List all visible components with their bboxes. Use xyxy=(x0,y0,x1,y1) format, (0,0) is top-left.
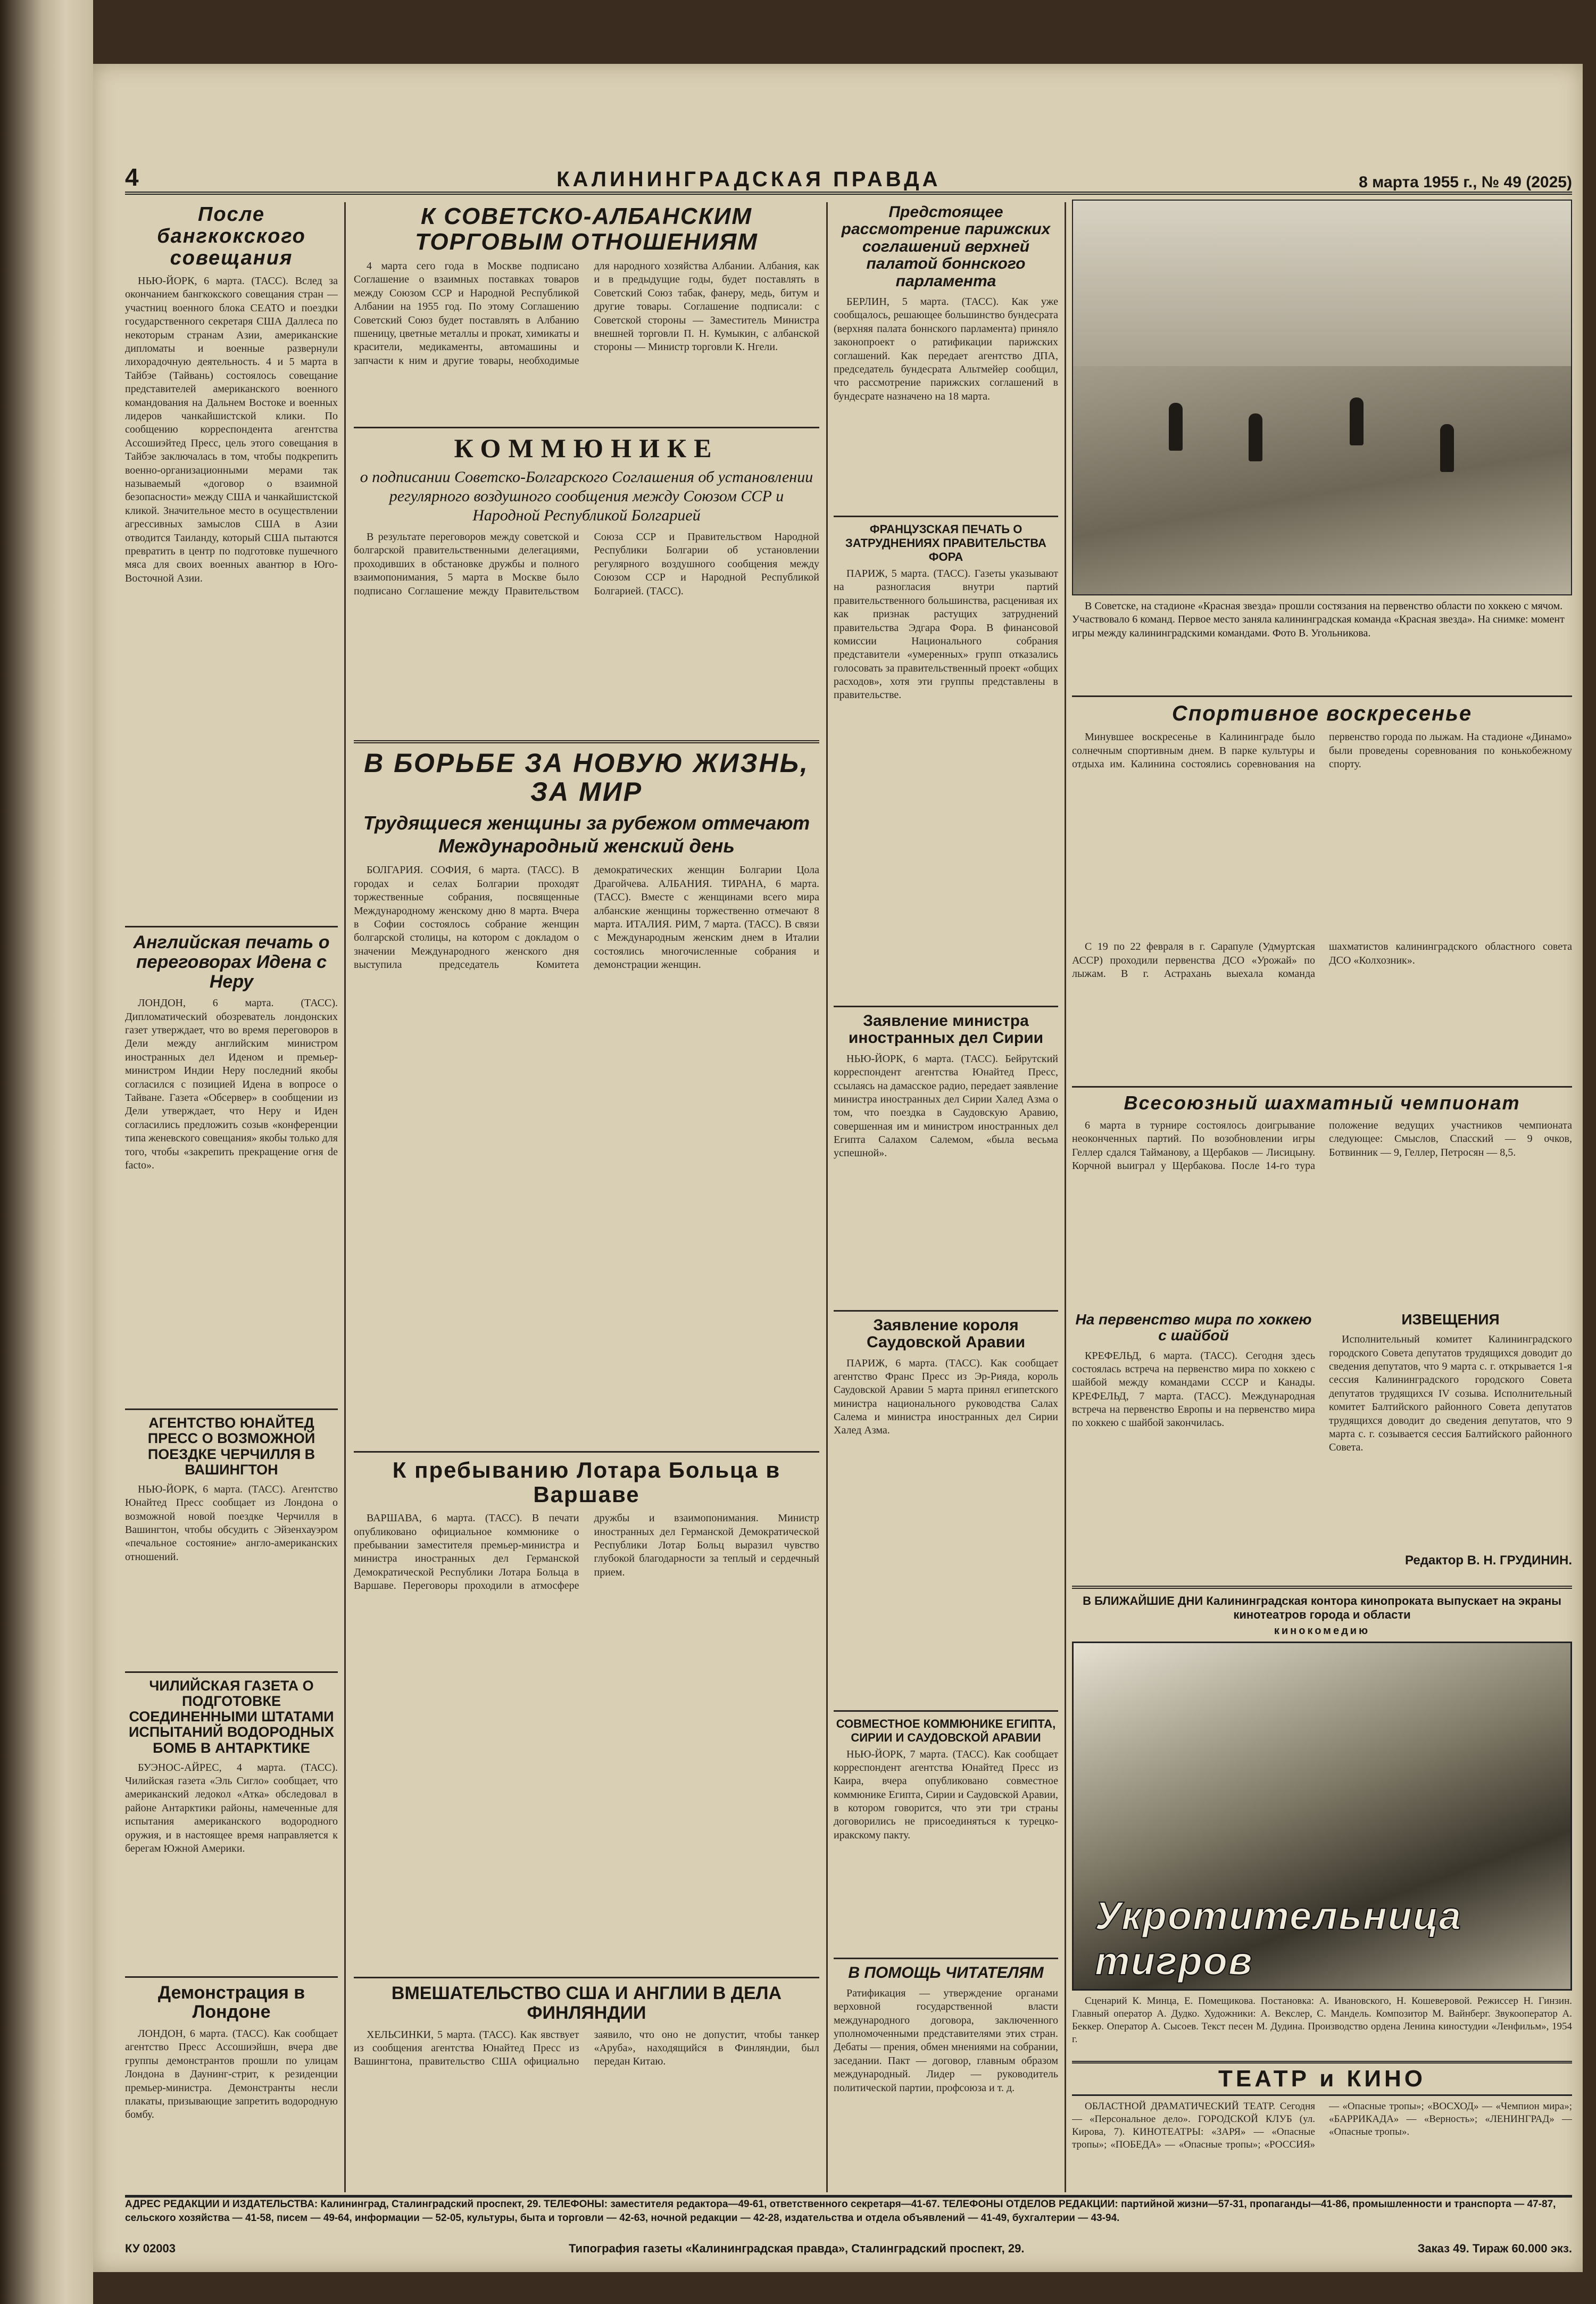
article-body: Ратификация — утверждение органами верховной государственной власти международного договора, заключенного уполномоченными представителями этих стран. Дебаты — прения, обмен мнениями на собрании, заседании. Пакт — договор, главным образом международный. Лидер — руководитель политической партии, профсоюза и т. д. xyxy=(834,1987,1058,2094)
notices-body: Исполнительный комитет Калининградского городского Совета депутатов трудящихся доводит до сведения депутатов, что 9 марта с. г. открывается 1-я сессия Калининградского городского Совета депутатов трудящихся IV созыва. Исполнительный комитет Балтийского районного Совета депутатов трудящихся доводит до сведения депутатов, что 9 марта с. г. созывается сессия Балтийского районного Совета. xyxy=(1329,1333,1572,1454)
sport-notes: С 19 по 22 февраля в г. Сарапуле (Удмуртская АССР) проходили первенства ДСО «Урожай» по лыжам. В г. Астрахань выехала команда шахматистов калининградского областного совета ДСО «Колхозник». xyxy=(1072,941,1572,980)
divider xyxy=(834,516,1058,517)
sport-title: Спортивное воскресенье xyxy=(1171,702,1473,725)
divider xyxy=(354,1977,819,1978)
article-body: БУЭНОС-АЙРЕС, 4 марта. (ТАСС). Чилийская газета «Эль Сигло» сообщает, что американский ледокол «Атка» обследовал в районе Антарктики районы, намеченные для испытания американского водородного оружия, и в настоящее время направляется к берегам Южной Америки. xyxy=(125,1761,338,1854)
article-chile xyxy=(125,1678,338,1969)
article-london-demo xyxy=(125,1983,338,2190)
divider xyxy=(834,1958,1058,1959)
article-churchill xyxy=(125,1415,338,1664)
newspaper-name: КАЛИНИНГРАДСКАЯ ПРАВДА xyxy=(556,168,941,191)
hockey-body: КРЕФЕЛЬД, 6 марта. (ТАСС). Сегодня здесь состоялась встреча на первенство мира по хоккею с шайбой между командами СССР и Канады. КРЕФЕЛЬД, 7 марта. (ТАСС). Международная встреча на первенство Европы и на первенство мира по хоккею с шайбой закончилась. xyxy=(1072,1349,1315,1429)
article-title: После бангкокского совещания xyxy=(157,203,306,270)
divider xyxy=(125,926,338,927)
player-figure xyxy=(1350,397,1364,445)
column-center xyxy=(354,200,819,2190)
article-eden-nehru xyxy=(125,933,338,1401)
article-body: ЛОНДОН, 6 марта. (ТАСС). Дипломатический обозреватель лондонских газет утверждает, что во время переговоров в Дели между английским министром иностранных дел Иденом и премьер-министром Индии Неру последний якобы согласился с позицией Идена в вопросе о Тайване. Газета «Обсервер» в сообщении из Дели утверждает, что Неру и Иден согласились предложить созыв «конференции типа женевского совещания» якобы только для того, чтобы «закрепить прекращение огня de facto». xyxy=(125,997,338,1171)
divider xyxy=(834,1710,1058,1712)
footer xyxy=(125,2195,1572,2257)
article-body: ХЕЛЬСИНКИ, 5 марта. (ТАСС). Как явствует из сообщения агентства Юнайтед Пресс из Вашингтона, правительство США официально заявило, что оно не допустит, чтобы танкер «Аруба», находящийся в Финляндии, был передан Китаю. xyxy=(354,2028,819,2068)
film-poster xyxy=(1072,1642,1572,1991)
article-title: К пребыванию Лотара Больца в Варшаве xyxy=(392,1457,781,1507)
article-body: ПАРИЖ, 5 марта. (ТАСС). Газеты указывают на разногласия внутри партий правительственного большинства, расценивая их как признак растущих затруднений правительства Эдгара Фора. В финансовой комиссии Национального собрания представители «умеренных» групп отказались голосовать за правительственный проект «общих расходов», хотя эти группы представлены в правительстве. xyxy=(834,567,1058,701)
sport-body: Минувшее воскресенье в Калининграде было солнечным спортивным днем. В парке культуры и отдыха им. Калинина состоялись соревнования на первенство города по лыжам. На стадионе «Динамо» были проведены соревнования по конькобежному спорту. xyxy=(1072,731,1572,770)
divider xyxy=(1072,1086,1572,1088)
footer-order: Заказ 49. Тираж 60.000 экз. xyxy=(1417,2242,1572,2256)
article-soviet-albanian xyxy=(354,204,819,419)
article-subtitle: о подписании Советско-Болгарского Соглашения об установлении регулярного воздушного сообщения между Союзом ССР и Народной Республикой Болгарией xyxy=(360,468,813,525)
divider xyxy=(834,1310,1058,1312)
masthead xyxy=(125,154,1572,195)
article-title: ЧИЛИЙСКАЯ ГАЗЕТА О ПОДГОТОВКЕ СОЕДИНЕННЫМИ ШТАТАМИ ИСПЫТАНИЙ ВОДОРОДНЫХ БОМБ В АНТАРКТИКЕ xyxy=(128,1677,335,1756)
article-body: НЬЮ-ЙОРК, 6 марта. (ТАСС). Бейрутский корреспондент агентства Юнайтед Пресс, ссылаясь на дамасское радио, передает заявление министра иностранных дел Сирии Халед Азма о том, что поездка в Саудовскую Аравию, совершенная им и министром иностранных дел Египта Салахом Салемом, «была весьма успешной». xyxy=(834,1052,1058,1159)
notices xyxy=(1329,1307,1572,1580)
column-rule xyxy=(826,202,828,2192)
newspaper-page xyxy=(93,64,1583,2272)
column-rule xyxy=(1065,202,1066,2192)
article-title: ВМЕШАТЕЛЬСТВО США И АНГЛИИ В ДЕЛА ФИНЛЯНДИИ xyxy=(391,1983,782,2023)
article-body: НЬЮ-ЙОРК, 6 марта. (ТАСС). Вслед за окончанием бангкокского совещания стран — участниц военного блока СЕАТО и поездки государственного секретаря США Даллеса по некоторым странам Азии, американские дипломаты и военные развернули лихорадочную деятельность. 4 и 5 марта в Тайбэе (Тайвань) состоялось совещание представителей американского военного командования на Дальнем Востоке и военных лидеров чанкайшистской клики. По сообщению корреспондента агентства Ассошиэйтед Пресс, цель этого совещания в Тайбэе заключалась в том, чтобы подкрепить военно-организационными мерами так называемый «договор о взаимной безопасности» между США и чанкайшистской кликой. Значительное место в осуществлении агрессивных замыслов США в Азии отводится Таиланду, который США пытаются превратить в центр по подготовке пушечного мяса для своих военных авантюр в Юго-Восточной Азии. xyxy=(125,275,338,584)
issue-date: 8 марта 1955 г., № 49 (2025) xyxy=(1359,173,1572,191)
article-title: К СОВЕТСКО-АЛБАНСКИМ ТОРГОВЫМ ОТНОШЕНИЯМ xyxy=(415,203,758,255)
chess-body: 6 марта в турнире состоялось доигрывание неоконченных партий. По возобновлении игры Геллер сдался Тайманову, а Щербаков — Лисицыну. Корчной выиграл у Щербакова. После 14-го тура положение ведущих участников чемпионата следующее: Смыслов, Спасский — 9 очков, Ботвинник — 9, Геллер, Петросян — 8,5. xyxy=(1072,1120,1572,1172)
article-title: СОВМЕСТНОЕ КОММЮНИКЕ ЕГИПТА, СИРИИ И САУДОВСКОЙ АРАВИИ xyxy=(836,1717,1056,1744)
article-bangkok xyxy=(125,204,338,918)
footer-printer: Типография газеты «Калининградская правда», Сталинградский проспект, 29. xyxy=(569,2242,1025,2256)
column-rule xyxy=(344,202,346,2192)
divider xyxy=(125,1408,338,1410)
book-spine-edge xyxy=(0,0,93,2304)
article-glossary xyxy=(834,1965,1058,2178)
article-womens-day xyxy=(354,749,819,1444)
footer-address: АДРЕС РЕДАКЦИИ И ИЗДАТЕЛЬСТВА: Калининград, Сталинградский проспект, 29. ТЕЛЕФОНЫ: заместителя редактора—49-61, ответственного секретаря—41-67. ТЕЛЕФОНЫ ОТДЕЛОВ РЕДАКЦИИ: партийной жизни—57-31, пропаганды—41-86, промышленности и транспорта — 47-87, сельского хозяйства — 41-58, писем — 49-64, информации — 52-05, культуры, быта и торговли — 42-63, ночной редакции — 42-28, издательства и отдела объявлений — 41-49, бухгалтерии — 43-94. xyxy=(125,2199,1556,2224)
article-body: БЕРЛИН, 5 марта. (ТАСС). Как уже сообщалось, решающее большинство бундесрата (верхняя палата боннского парламента) приняло законопроект о ратификации парижских соглашений. Как передает агентство ДПА, председатель бундесрата Альтмейер сообщил, что рассмотрение парижских соглашений в бундесрате назначено на 18 марта. xyxy=(834,295,1058,402)
article-title: АГЕНТСТВО ЮНАЙТЕД ПРЕСС О ВОЗМОЖНОЙ ПОЕЗДКЕ ЧЕРЧИЛЛЯ В ВАШИНГТОН xyxy=(147,1415,315,1478)
hockey-article xyxy=(1072,1307,1315,1580)
player-figure xyxy=(1249,413,1262,461)
divider xyxy=(125,1976,338,1978)
article-bolz-warsaw xyxy=(354,1458,819,1969)
page-number: 4 xyxy=(125,163,139,191)
article-finland xyxy=(354,1984,819,2190)
article-body: БОЛГАРИЯ. СОФИЯ, 6 марта. (ТАСС). В городах и селах Болгарии проходят торжественные собрания, посвященные Международному женскому дню 8 марта. Вчера в Софии состоялось собрание женщин болгарской столицы, на котором с докладом о значении Международного женского дня выступила председатель Комитета демократических женщин Болгарии Цола Драгойчева. АЛБАНИЯ. ТИРАНА, 6 марта. (ТАСС). Вместе с женщинами всего мира албанские женщины торжественно отмечают 8 марта. ИТАЛИЯ. РИМ, 7 марта. (ТАСС). В связи с Международным женским днем в Италии состоялись многочисленные собрания и демонстрации женщин. xyxy=(354,864,819,971)
footer-bottom xyxy=(125,2241,1572,2257)
article-title: Заявление министра иностранных дел Сирии xyxy=(848,1012,1044,1047)
article-title: В ПОМОЩЬ ЧИТАТЕЛЯМ xyxy=(848,1963,1044,1982)
column-right-center xyxy=(834,200,1058,2190)
article-body: ВАРШАВА, 6 марта. (ТАСС). В печати опубликовано официальное коммюнике о пребывании заместителя премьер-министра и министра иностранных дел Германской Демократической Республики Лотара Больца в Варшаве. Переговоры проходили в атмосфере дружбы и взаимопонимания. Министр иностранных дел Германской Демократической Республики Лотар Больц выразил чувство глубокой благодарности за теплый и сердечный прием. xyxy=(354,1512,819,1592)
player-figure xyxy=(1169,403,1183,451)
article-title: ФРАНЦУЗСКАЯ ПЕЧАТЬ О ЗАТРУДНЕНИЯХ ПРАВИТЕЛЬСТВА ФОРА xyxy=(845,522,1046,563)
photo-caption: В Советске, на стадионе «Красная звезда» прошли состязания на первенство области по хоккею с мячом. Участвовало 6 команд. Первое место заняла калининградская команда «Красная звезда». На снимке: момент игры между калининградскими командами. Фото В. Угольникова. xyxy=(1072,600,1565,639)
hockey-notices-row xyxy=(1072,1307,1572,1580)
article-body: В результате переговоров между советской и болгарской правительственными делегациями, проходивших в обстановке дружбы и полного взаимопонимания, 5 марта в Москве было подписано Соглашение между Правительством Союза ССР и Правительством Народной Республики Болгарии об установлении регулярного воздушного сообщения между Союзом ССР и Народной Республикой Болгарией. (ТАСС). xyxy=(354,531,819,597)
article-syria xyxy=(834,1013,1058,1303)
footer-code: КУ 02003 xyxy=(125,2242,176,2256)
article-subtitle: Трудящиеся женщины за рубежом отмечают Международный женский день xyxy=(363,812,810,857)
hockey-photo xyxy=(1072,200,1572,595)
editor-signature: Редактор В. Н. ГРУДИНИН. xyxy=(1404,1553,1572,1568)
divider xyxy=(834,1006,1058,1007)
cinema-header: В БЛИЖАЙШИЕ ДНИ Калининградская контора кинопроката выпускает на экраны кинотеатров города и области xyxy=(1083,1594,1561,1621)
divider xyxy=(1072,695,1572,697)
divider xyxy=(125,1671,338,1673)
article-title: Заявление короля Саудовской Аравии xyxy=(866,1316,1026,1352)
article-body: ЛОНДОН, 6 марта. (ТАСС). Как сообщает агентство Пресс Ассошиэйшн, вчера две группы демонстрантов прошли по улицам Лондона в Даунинг-стрит, к резиденции премьер-министра. Демонстранты несли плакаты, призывающие запретить водородную бомбу. xyxy=(125,2028,338,2121)
article-title: Предстоящее рассмотрение парижских соглашений верхней палатой боннского парламента xyxy=(841,203,1051,290)
theatre-body: ОБЛАСТНОЙ ДРАМАТИЧЕСКИЙ ТЕАТР. Сегодня — «Персональное дело». ГОРОДСКОЙ КЛУБ (ул. Кирова, 7). КИНОТЕАТРЫ: «ЗАРЯ» — «Опасные тропы»; «ПОБЕДА» — «Опасные тропы»; «РОССИЯ» — «Опасные тропы»; «ВОСХОД» — «Чемпион мира»; «БАРРИКАДА» — «Верность»; «ЛЕНИНГРАД» — «Опасные тропы». xyxy=(1072,2100,1572,2150)
article-body: НЬЮ-ЙОРК, 7 марта. (ТАСС). Как сообщает корреспондент агентства Юнайтед Пресс из Каира, вчера опубликовано совместное коммюнике Египта, Сирии и Саудовской Аравии, в котором говорится, что эти три страны договорились не присоединяться к турецко-иракскому пакту. xyxy=(834,1748,1058,1841)
notices-title: ИЗВЕЩЕНИЯ xyxy=(1401,1311,1500,1328)
article-faure xyxy=(834,523,1058,998)
article-title: КОММЮНИКЕ xyxy=(454,433,719,463)
article-communique xyxy=(354,434,819,733)
chess-title: Всесоюзный шахматный чемпионат xyxy=(1124,1092,1520,1114)
article-title: Английская печать о переговорах Идена с Неру xyxy=(133,932,330,992)
column-left xyxy=(125,200,338,2190)
article-title: В БОРЬБЕ ЗА НОВУЮ ЖИЗНЬ, ЗА МИР xyxy=(364,748,809,807)
film-credits: Сценарий К. Минца, Е. Помещикова. Постановка: А. Ивановского, Н. Кошеверовой. Режиссер Н. Гинзин. Главный оператор А. Дудко. Художники: А. Векслер, С. Мандель. Композитор М. Вайнберг. Звукооператор А. Беккер. Оператор А. Сысоев. Текст песен М. Дудина. Производство ордена Ленина киностудии «Ленфильм», 1954 г. xyxy=(1072,1995,1572,2045)
theatre-title: ТЕАТР и КИНО xyxy=(1072,2061,1572,2096)
divider xyxy=(354,427,819,428)
divider xyxy=(1072,1586,1572,1589)
article-body: НЬЮ-ЙОРК, 6 марта. (ТАСС). Агентство Юнайтед Пресс сообщает из Лондона о возможной новой поездке Черчилля в Вашингтон, чтобы обсудить с Эйзенхауэром «печальное состояние» англо-американских отношений. xyxy=(125,1483,338,1563)
cinema-kind: кинокомедию xyxy=(1274,1625,1370,1637)
photo-sky xyxy=(1073,201,1571,366)
divider xyxy=(354,740,819,743)
divider xyxy=(354,1451,819,1453)
player-figure xyxy=(1440,424,1454,472)
article-bonn xyxy=(834,204,1058,508)
hockey-title: На первенство мира по хоккею с шайбой xyxy=(1075,1311,1312,1344)
article-joint-communique xyxy=(834,1717,1058,1950)
column-right xyxy=(1072,200,1572,2190)
article-body: ПАРИЖ, 6 марта. (ТАСС). Как сообщает агентство Франс Пресс из Эр-Рияда, король Саудовской Аравии 5 марта принял египетского министра национального руководства Салах Салема и министра иностранных дел Сирии Халед Азма. xyxy=(834,1357,1058,1437)
article-title: Демонстрация в Лондоне xyxy=(157,1982,305,2023)
article-body: 4 марта сего года в Москве подписано Соглашение о взаимных поставках товаров между Союзом ССР и Народной Республикой Албании на 1955 год. По этому Соглашению Советский Союз будет поставлять в Албанию пшеницу, цветные металлы и прокат, химикаты и красители, медикаменты, автомашины и запчасти к ним и другие товары, необходимые для народного хозяйства Албании. Албания, как и в предыдущие годы, будет поставлять в Советский Союз табак, фанеру, медь, битум и другие товары. Соглашение подписали: с Советской стороны — Заместитель Министра внешней торговли П. Н. Кумыкин, с албанской стороны — Министр торговли К. Нгели. xyxy=(354,260,819,367)
film-title-art: Укротительница тигров xyxy=(1095,1893,1462,1983)
article-saudi-king xyxy=(834,1317,1058,1703)
